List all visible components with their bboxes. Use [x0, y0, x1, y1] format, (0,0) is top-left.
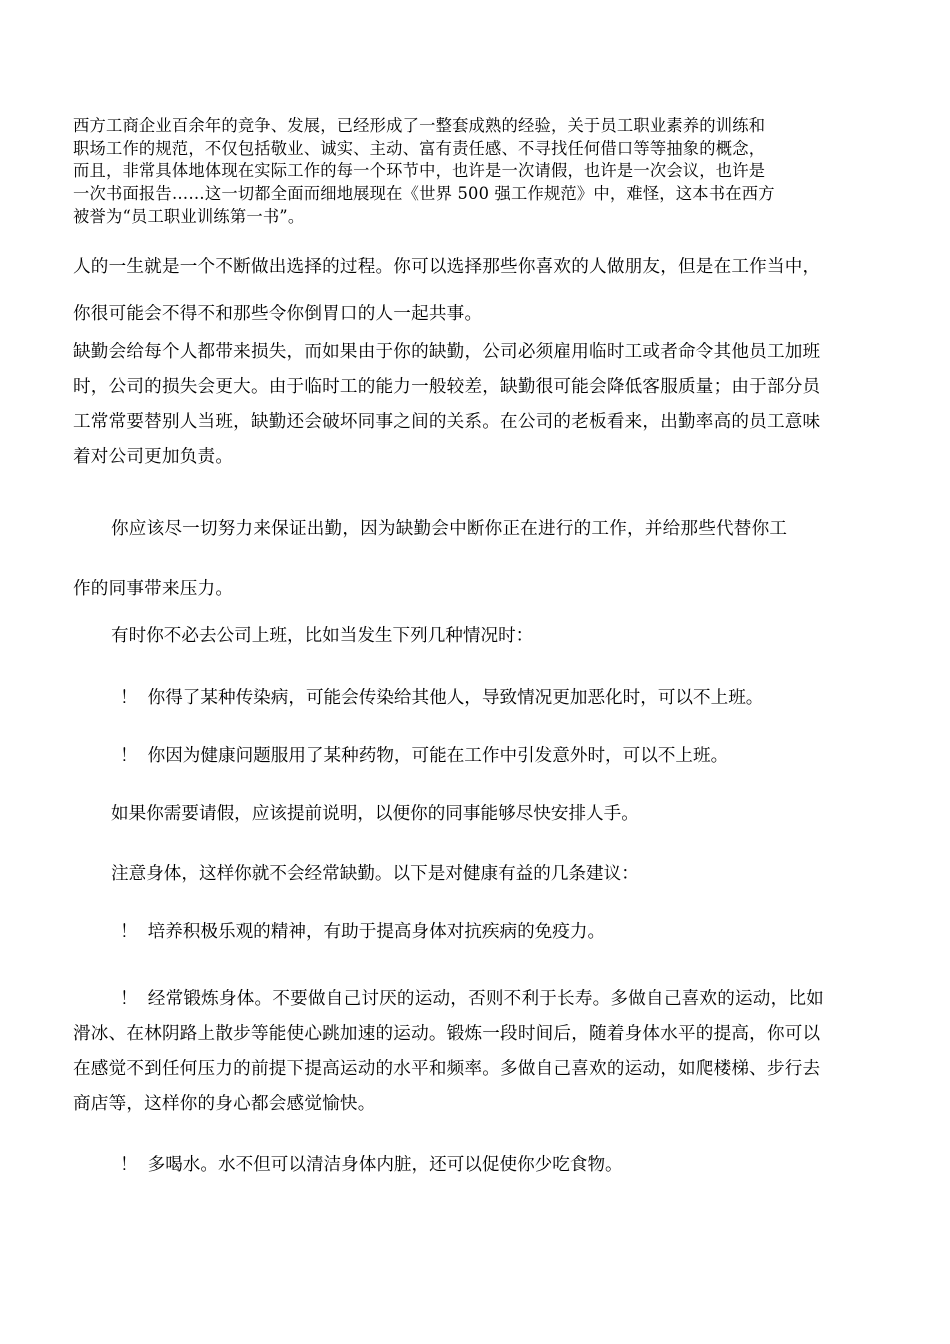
intro-line: 被誉为“员工职业训练第一书”。 — [73, 206, 305, 226]
effort-line: 你应该尽一切努力来保证出勤，因为缺勤会中断你正在进行的工作，并给那些代替你工 — [111, 519, 788, 539]
intro-line: 一次书面报告……这一切都全面而细地展现在《世界 500 强工作规范》中，难怪，这本书在西方 — [73, 184, 775, 204]
leave-notice: 如果你需要请假，应该提前说明，以便你的同事能够尽快安排人手。 — [111, 804, 639, 824]
bullet-mark: ！ — [120, 688, 138, 708]
absence-line: 着对公司更加负责。 — [73, 447, 234, 467]
exceptions-intro: 有时你不必去公司上班，比如当发生下列几种情况时： — [111, 626, 534, 646]
effort-line: 作的同事带来压力。 — [73, 579, 234, 599]
bullet-mark: ！ — [120, 746, 138, 766]
absence-line: 缺勤会给每个人都带来损失，而如果由于你的缺勤，公司必须雇用临时工或者命令其他员工加班 — [73, 342, 821, 362]
bullet-mark: ！ — [120, 1155, 138, 1175]
tip-exercise-line: 在感觉不到任何压力的前提下提高运动的水平和频率。多做自己喜欢的运动，如爬楼梯、步行去 — [73, 1059, 821, 1079]
choice-line: 人的一生就是一个不断做出选择的过程。你可以选择那些你喜欢的人做朋友，但是在工作当中， — [73, 257, 821, 277]
bullet-mark: ！ — [120, 922, 138, 942]
exception-item-contagious — [120, 686, 763, 710]
tip-item-optimism — [120, 920, 605, 944]
bullet-mark: ！ — [120, 989, 138, 1009]
intro-line: 而且，非常具体地体现在实际工作的每一个环节中，也许是一次请假，也许是一次会议，也许是 — [73, 161, 766, 181]
tip-exercise-line: 商店等，这样你的身心都会感觉愉快。 — [73, 1094, 376, 1114]
tip-exercise-line: 滑冰、在林阴路上散步等能使心跳加速的运动。锻炼一段时间后，随着身体水平的提高，你可以 — [73, 1024, 821, 1044]
effort-paragraph — [73, 499, 921, 619]
absence-line: 工常常要替别人当班，缺勤还会破坏同事之间的关系。在公司的老板看来，出勤率高的员工意味 — [73, 412, 821, 432]
tip-text: 经常锻炼身体。不要做自己讨厌的运动，否则不利于长寿。多做自己喜欢的运动，比如 — [147, 989, 824, 1009]
exception-text: 你因为健康问题服用了某种药物，可能在工作中引发意外时，可以不上班。 — [147, 746, 729, 766]
choice-paragraph — [73, 244, 883, 338]
tip-exercise-line — [120, 982, 883, 1017]
choice-line: 你很可能会不得不和那些令你倒胃口的人一起共事。 — [73, 304, 483, 324]
intro-line: 西方工商企业百余年的竞争、发展，已经形成了一整套成熟的经验，关于员工职业素养的训练和 — [73, 116, 766, 135]
tip-text: 培养积极乐观的精神，有助于提高身体对抗疾病的免疫力。 — [147, 922, 606, 942]
exception-item-medication — [120, 744, 728, 768]
absence-line: 时，公司的损失会更大。由于临时工的能力一般较差，缺勤很可能会降低客服质量；由于部分员 — [73, 377, 821, 397]
intro-paragraph — [73, 115, 883, 229]
tip-text: 多喝水。水不但可以清洁身体内脏，还可以促使你少吃食物。 — [147, 1155, 623, 1175]
exception-text: 你得了某种传染病，可能会传染给其他人，导致情况更加恶化时，可以不上班。 — [147, 688, 764, 708]
intro-line: 职场工作的规范，不仅包括敬业、诚实、主动、富有责任感、不寻找任何借口等等抽象的概念， — [73, 138, 766, 158]
health-intro: 注意身体，这样你就不会经常缺勤。以下是对健康有益的几条建议： — [111, 864, 639, 884]
tip-item-exercise — [73, 982, 883, 1122]
tip-item-water — [120, 1153, 623, 1177]
absence-paragraph — [73, 335, 883, 475]
